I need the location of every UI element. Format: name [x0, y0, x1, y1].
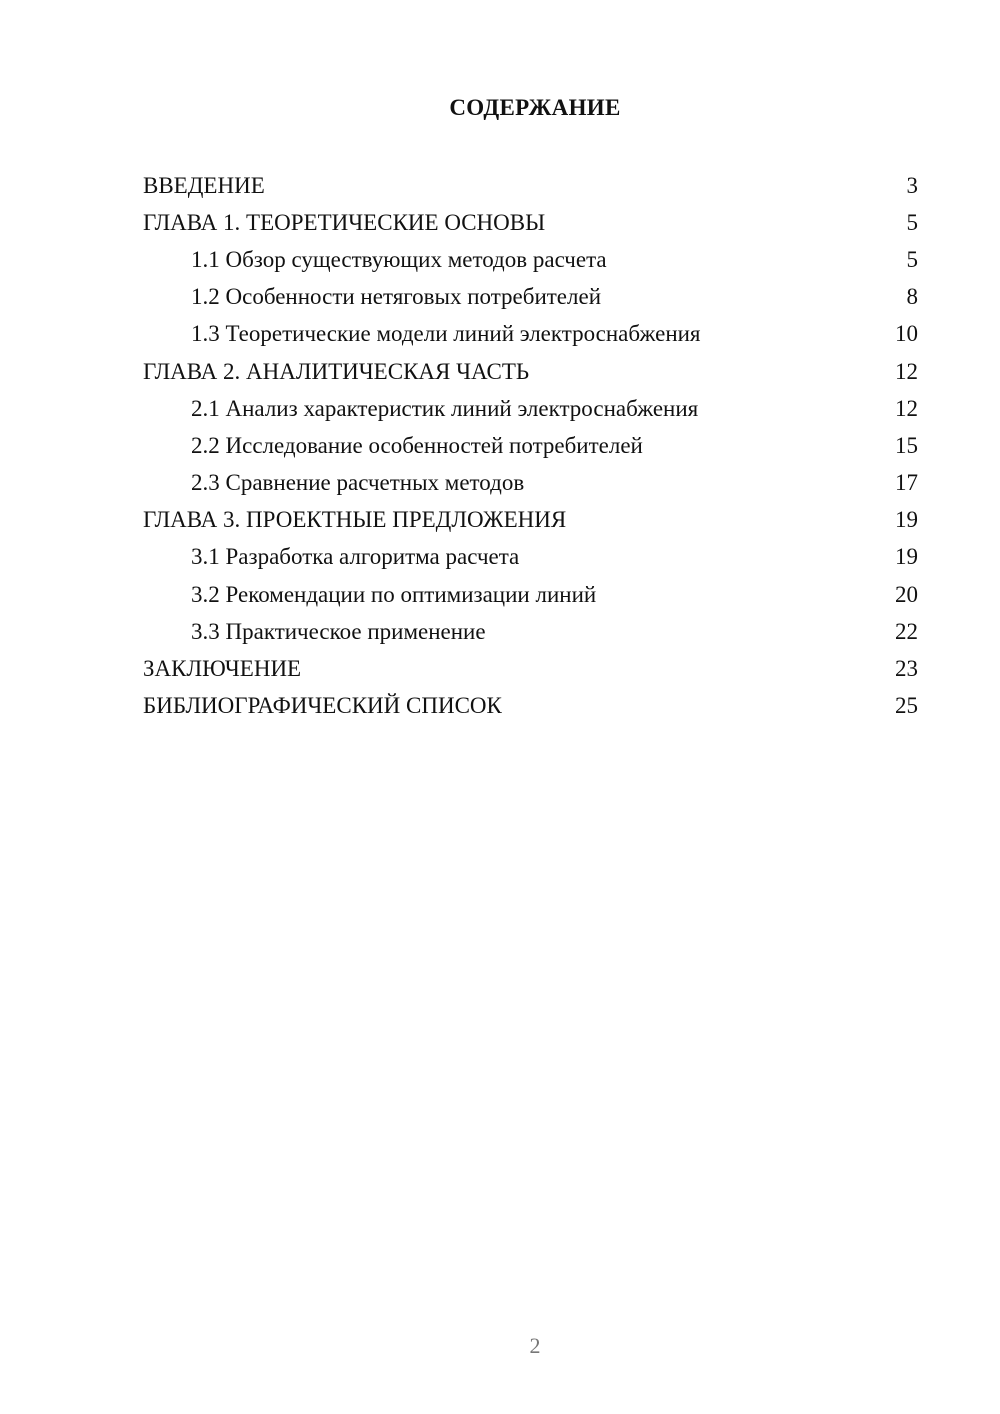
- toc-entry-chapter-1: [143, 204, 918, 241]
- toc-entry-label: 1.3 Теоретические модели линий электроснабжения: [191, 321, 701, 347]
- toc-entry-label: ГЛАВА 2. АНАЛИТИЧЕСКАЯ ЧАСТЬ: [143, 358, 530, 384]
- toc-entry-page: 5: [906, 209, 918, 235]
- toc-entry-page: 5: [906, 246, 918, 272]
- toc-entry-label: 2.3 Сравнение расчетных методов: [191, 470, 525, 496]
- table-of-contents: [143, 167, 918, 725]
- toc-entry-label: ГЛАВА 1. ТЕОРЕТИЧЕСКИЕ ОСНОВЫ: [143, 209, 546, 235]
- toc-entry-page: 17: [895, 470, 918, 496]
- toc-entry-page: 23: [895, 656, 918, 682]
- toc-entry-label: ВВЕДЕНИЕ: [143, 172, 265, 198]
- toc-entry-label: ЗАКЛЮЧЕНИЕ: [143, 656, 302, 682]
- toc-entry-label: 3.3 Практическое применение: [191, 618, 486, 644]
- toc-entry-page: 19: [895, 544, 918, 570]
- toc-entry-introduction: [143, 167, 918, 204]
- toc-entry-section-1-1: [143, 241, 918, 278]
- toc-entry-page: 20: [895, 581, 918, 607]
- toc-entry-page: 3: [906, 172, 918, 198]
- toc-entry-label: БИБЛИОГРАФИЧЕСКИЙ СПИСОК: [143, 693, 502, 719]
- toc-entry-page: 8: [906, 284, 918, 310]
- toc-entry-page: 10: [895, 321, 918, 347]
- toc-entry-section-3-1: [143, 539, 918, 576]
- toc-entry-section-3-2: [143, 576, 918, 613]
- toc-entry-label: ГЛАВА 3. ПРОЕКТНЫЕ ПРЕДЛОЖЕНИЯ: [143, 507, 567, 533]
- toc-entry-section-2-1: [143, 390, 918, 427]
- toc-entry-section-1-3: [143, 316, 918, 353]
- toc-entry-page: 19: [895, 507, 918, 533]
- toc-entry-section-2-2: [143, 427, 918, 464]
- toc-entry-page: 12: [895, 358, 918, 384]
- toc-entry-label: 3.2 Рекомендации по оптимизации линий: [191, 581, 597, 607]
- toc-entry-label: 1.1 Обзор существующих методов расчета: [191, 246, 607, 272]
- toc-entry-section-2-3: [143, 465, 918, 502]
- toc-entry-page: 12: [895, 395, 918, 421]
- toc-entry-section-3-3: [143, 613, 918, 650]
- toc-entry-label: 1.2 Особенности нетяговых потребителей: [191, 284, 602, 310]
- toc-entry-bibliography: [143, 688, 918, 725]
- toc-entry-chapter-3: [143, 502, 918, 539]
- toc-entry-chapter-2: [143, 353, 918, 390]
- toc-entry-section-1-2: [143, 279, 918, 316]
- toc-entry-label: 3.1 Разработка алгоритма расчета: [191, 544, 520, 570]
- toc-entry-conclusion: [143, 650, 918, 687]
- toc-entry-label: 2.1 Анализ характеристик линий электроснабжения: [191, 395, 699, 421]
- toc-entry-page: 25: [895, 693, 918, 719]
- toc-entry-page: 15: [895, 432, 918, 458]
- page-title: СОДЕРЖАНИЕ: [449, 95, 621, 120]
- toc-entry-page: 22: [895, 618, 918, 644]
- page-number: 2: [529, 1333, 541, 1358]
- toc-entry-label: 2.2 Исследование особенностей потребителей: [191, 432, 643, 458]
